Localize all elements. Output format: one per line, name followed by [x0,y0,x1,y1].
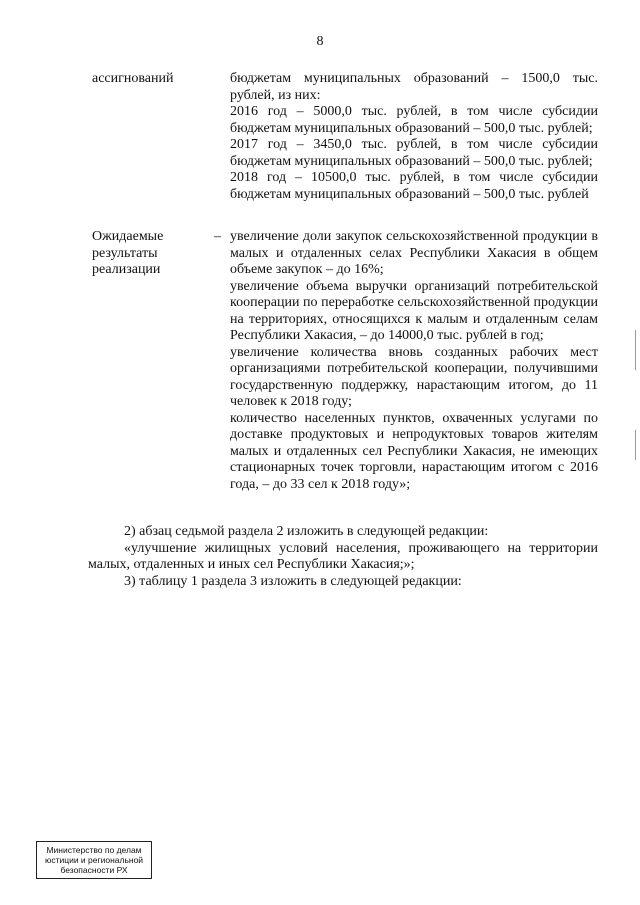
content-line: 2017 год – 3450,0 тыс. рублей, в том числе субсидии бюджетам муниципальных образований – 500,0 тыс. рублей; [230,137,598,169]
paragraph: 3) таблицу 1 раздела 3 изложить в следующей редакции: [124,573,462,589]
content-line: увеличение доли закупок сельскохозяйственной продукции в малых и отдаленных селах Республики Хакасия в общем объеме закупок – до 16%; [230,229,598,277]
row-content-appropriations [230,71,598,203]
ministry-stamp [36,841,152,879]
page-number: 8 [316,34,324,49]
content-line: 2018 год – 10500,0 тыс. рублей, в том числе субсидии бюджетам муниципальных образований – 500,0 тыс. рублей [230,170,598,202]
stamp-line: Министерство по делам [46,845,142,855]
paragraph: 2) абзац седьмой раздела 2 изложить в следующей редакции: [124,524,489,539]
scan-edge-mark [635,330,636,370]
body-text [88,524,598,590]
row-content-expected-results [230,229,598,493]
stamp-line: юстиции и региональной [44,855,144,865]
row-label-expected-results: Ожидаемые результаты реализации [92,229,164,277]
row-dash: – [214,229,221,244]
paragraph: «улучшение жилищных условий населения, проживающего на территории малых, отдаленных и иных сел Республики Хакасия;»; [88,540,598,572]
content-line: бюджетам муниципальных образований – 1500,0 тыс. рублей, из них: [230,71,598,103]
row-label-appropriations: ассигнований [92,71,174,86]
content-line: 2016 год – 5000,0 тыс. рублей, в том числе субсидии бюджетам муниципальных образований – 500,0 тыс. рублей; [230,104,598,136]
content-line: увеличение объема выручки организаций потребительской кооперации по переработке сельскохозяйственной продукции на территориях, относящихся к малым и отдаленным селам Республики Хакасия, – до 14000,0 тыс. рублей в год; [230,278,598,343]
scan-edge-mark [635,430,636,460]
content-line: количество населенных пунктов, охваченных услугами по доставке продуктовых и непродуктовых товаров жителям малых и отдаленных сел Республики Хакасия, не имеющих стационарных точек торговли, нарастающим итогом с 2016 года, – до 33 сел к 2018 году»; [230,410,598,492]
stamp-line: безопасности РХ [60,865,128,875]
content-line: увеличение количества вновь созданных рабочих мест организациями потребительской кооперации, получившими государственную поддержку, нарастающим итогом, до 11 человек к 2018 году; [230,344,598,409]
